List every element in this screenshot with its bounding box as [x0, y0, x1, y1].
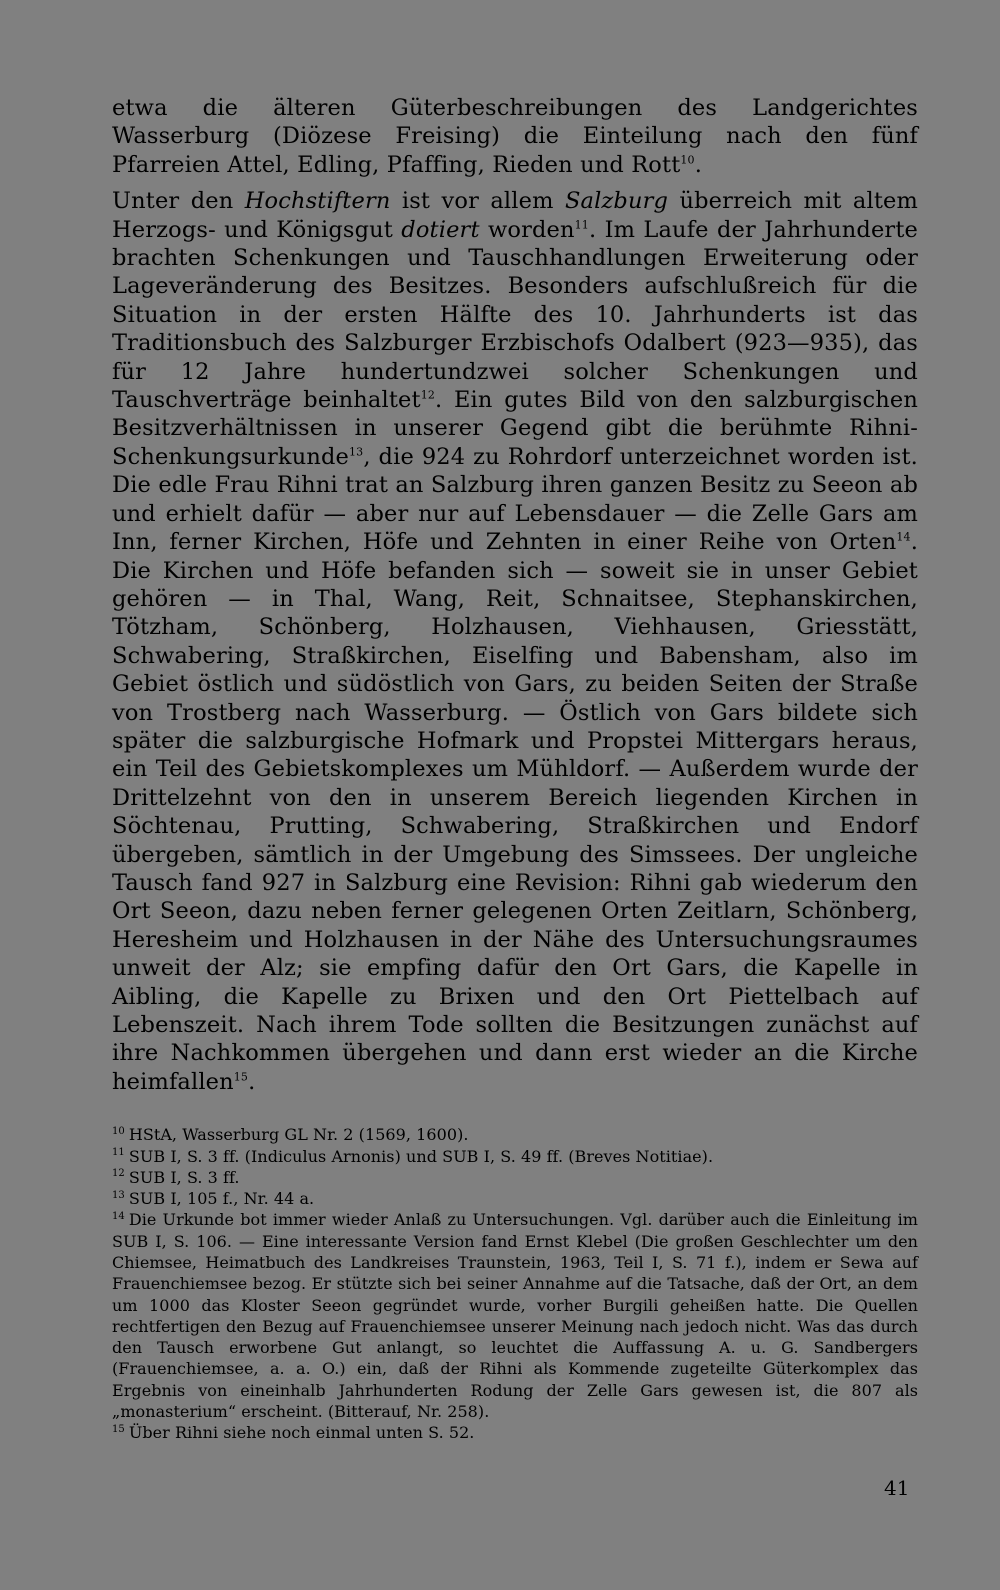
emphasis-hochstiftern: Hochstiftern — [244, 188, 391, 215]
paragraph-1-end: . — [694, 151, 703, 178]
footnote — [112, 1146, 918, 1167]
footnote-ref-10: 10 — [680, 153, 695, 167]
footnote-number: 10 — [112, 1125, 125, 1137]
footnotes — [112, 1124, 918, 1443]
footnote — [112, 1422, 918, 1443]
footnote-number: 15 — [112, 1424, 125, 1436]
text-run: worden — [479, 216, 575, 243]
text-run: ist vor allem — [390, 188, 565, 215]
footnote-text: SUB I, 105 f., Nr. 44 a. — [128, 1189, 315, 1209]
paragraph-1-text: etwa die älteren Güterbeschreibungen des Landgerichtes Wasserburg (Diözese Freising) die Einteilung nach den fünf Pfarreien Attel, Edling, Pfaffing, Rieden und Rott — [112, 95, 918, 178]
footnote-ref-11: 11 — [574, 218, 589, 232]
footnote — [112, 1188, 918, 1209]
footnote-text: Über Rihni siehe noch einmal unten S. 52. — [128, 1423, 475, 1443]
text-run: überreich mit altem Herzogs- und Königsgut — [112, 188, 918, 243]
footnote-number: 14 — [112, 1211, 125, 1223]
footnote — [112, 1167, 918, 1188]
footnote-number: 11 — [112, 1147, 125, 1159]
footnote-text: Die Urkunde bot immer wieder Anlaß zu Untersuchungen. Vgl. darüber auch die Einleitung im SUB I, S. 106. — Eine interessante Version fand Ernst Klebel (Die großen Geschlechter um den Chiemsee, Heimatbuch des Landkreises Traunstein, 1963, Teil I, S. 71 f.), indem er Sewa auf Frauenchiemsee bezog. Er stützte sich bei seiner Annahme auf die Tatsache, daß der Ort, an dem um 1000 das Kloster Seeon gegründet wurde, vorher Burgili geheißen hatte. Die Quellen rechtfertigen den Bezug auf Frauenchiemsee unserer Meinung nach jedoch nicht. Was das durch den Tausch erworbene Gut anlangt, so leuchtet die Auffassung A. u. G. Sandbergers (Frauenchiemsee, a. a. O.) ein, daß der Rihni als Kommende zugeteilte Güterkomplex das Ergebnis von eineinhalb Jahrhunderten Rodung der Zelle Gars gewesen ist, die 807 als „monasterium“ erscheint. (Bitterauf, Nr. 258). — [112, 1210, 918, 1422]
text-run: . Im Laufe der Jahrhunderte brachten Schenkungen und Tauschhandlungen Erweiterung oder Lageveränderung des Besitzes. Besonders aufschlußreich für die Situation in der ersten Hälfte des 10. Jahrhunderts ist das Traditionsbuch des Salzburger Erzbischofs Odalbert (923—935), das für 12 Jahre hundertundzwei solcher Schenkungen und Tauschverträge beinhaltet — [112, 216, 918, 414]
footnote-text: SUB I, S. 3 ff. (Indiculus Arnonis) und SUB I, S. 49 ff. (Breves Notitiae). — [128, 1146, 714, 1166]
text-run: . — [248, 1068, 256, 1095]
emphasis-salzburg: Salzburg — [564, 188, 669, 215]
text-run: . Ein gutes Bild von den salzburgischen Besitzverhältnissen in unserer Gegend gibt die berühmte Rihni-Schenkungsurkunde — [112, 387, 918, 470]
text-run: Unter den — [112, 188, 245, 215]
text-run: , die 924 zu Rohrdorf unterzeichnet worden ist. Die edle Frau Rihni trat an Salzburg ihren ganzen Besitz zu Seeon ab und erhielt dafür — aber nur auf Lebensdauer — die Zelle Gars am Inn, ferner Kirchen, Höfe und Zehnten in einer Reihe von Orten — [112, 443, 918, 556]
emphasis-dotiert: dotiert — [401, 216, 480, 243]
footnote — [112, 1124, 918, 1145]
text-run: . Die Kirchen und Höfe befanden sich — soweit sie in unser Gebiet gehören — in Thal, Wang, Reit, Schnaitsee, Stephanskirchen, Tötzham, Schönberg, Holzhausen, Viehhausen, Griesstätt, Schwabering, Straßkirchen, Eiselfing und Babensham, also im Gebiet östlich und südöstlich von Gars, zu beiden Seiten der Straße von Trostberg nach Wasserburg. — Östlich von Gars bildete sich später die salzburgische Hofmark und Propstei Mittergars heraus, ein Teil des Gebietskomplexes um Mühldorf. — Außerdem wurde der Drittelzehnt von den in unserem Bereich liegenden Kirchen in Söchtenau, Prutting, Schwabering, Straßkirchen und Endorf übergeben, sämtlich in der Umgebung des Simssees. Der ungleiche Tausch fand 927 in Salzburg eine Revision: Rihni gab wiederum den Ort Seeon, dazu neben ferner gelegenen Orten Zeitlarn, Schönberg, Heresheim und Holzhausen in der Nähe des Untersuchungsraumes unweit der Alz; sie empfing dafür den Ort Gars, die Kapelle in Aibling, die Kapelle zu Brixen und den Ort Piettelbach auf Lebenszeit. Nach ihrem Tode sollten die Besitzungen zunächst auf ihre Nachkommen übergehen und dann erst wieder an die Kirche heimfallen — [112, 529, 918, 1095]
paragraph-1 — [112, 94, 918, 179]
page-body — [112, 94, 918, 1444]
footnote-ref-13: 13 — [349, 445, 364, 459]
footnote-ref-14: 14 — [896, 530, 911, 544]
page-number: 41 — [884, 1476, 910, 1500]
footnote — [112, 1209, 918, 1422]
footnote-text: SUB I, S. 3 ff. — [128, 1167, 240, 1187]
footnote-number: 12 — [112, 1168, 125, 1180]
footnote-ref-12: 12 — [420, 388, 435, 402]
footnote-number: 13 — [112, 1189, 125, 1201]
footnote-text: HStA, Wasserburg GL Nr. 2 (1569, 1600). — [128, 1125, 469, 1145]
paragraph-2 — [112, 187, 918, 1096]
footnote-ref-15: 15 — [233, 1070, 249, 1084]
